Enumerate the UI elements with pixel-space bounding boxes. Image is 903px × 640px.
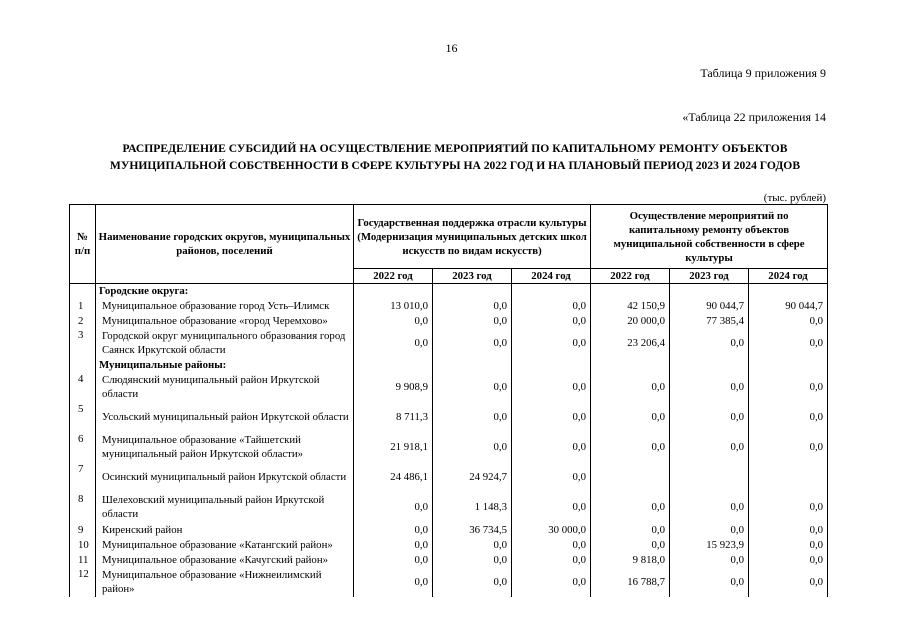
year-header: 2023 год — [670, 269, 749, 284]
section-label-districts: Муниципальные районы: — [96, 358, 354, 372]
col-header-number: № п/п — [70, 205, 96, 284]
table-row: 6 Муниципальное образование «Тайшетский муниципальный район Иркутской области» 21 918,1 0,0 0,0 0,0 0,0 0,0 — [70, 432, 828, 462]
table-row: 9 Киренский район 0,0 36 734,5 30 000,0 0,0 0,0 0,0 — [70, 522, 828, 537]
page-number: 16 — [445, 41, 458, 55]
table-reference-2: «Таблица 22 приложения 14 — [682, 110, 826, 124]
year-header: 2024 год — [512, 269, 591, 284]
table-row: 2 Муниципальное образование «город Черемхово» 0,0 0,0 0,0 20 000,0 77 385,4 0,0 — [70, 313, 828, 328]
document-title — [60, 140, 850, 174]
title-line-2: МУНИЦИПАЛЬНОЙ СОБСТВЕННОСТИ В СФЕРЕ КУЛЬТУРЫ НА 2022 ГОД И НА ПЛАНОВЫЙ ПЕРИОД 2023 И 2024 ГОДОВ — [109, 159, 801, 172]
col-group-capital-repair: Осуществление мероприятий по капитальному ремонту объектов муниципальной собственности в сфере культуры — [591, 205, 828, 269]
section-label-urban: Городские округа: — [96, 284, 354, 299]
table-row: 7 Осинский муниципальный район Иркутской области 24 486,1 24 924,7 0,0 — [70, 462, 828, 492]
table-row: 1 Муниципальное образование город Усть–Илимск 13 010,0 0,0 0,0 42 150,9 90 044,7 90 044,7 — [70, 298, 828, 313]
table-row: 8 Шелеховский муниципальный район Иркутской области 0,0 1 148,3 0,0 0,0 0,0 0,0 — [70, 492, 828, 522]
year-header: 2023 год — [433, 269, 512, 284]
col-group-culture-support: Государственная поддержка отрасли культуры (Модернизация муниципальных детских школ искусств по видам искусств) — [354, 205, 591, 269]
col-header-name: Наименование городских округов, муниципальных районов, поселений — [96, 205, 354, 284]
table-row: 11 Муниципальное образование «Качугский район» 0,0 0,0 0,0 9 818,0 0,0 0,0 — [70, 552, 828, 567]
title-line-1: РАСПРЕДЕЛЕНИЕ СУБСИДИЙ НА ОСУЩЕСТВЛЕНИЕ МЕРОПРИЯТИЙ ПО КАПИТАЛЬНОМУ РЕМОНТУ ОБЪЕКТОВ — [122, 142, 788, 155]
subsidy-table — [69, 204, 828, 597]
units-label: (тыс. рублей) — [763, 192, 826, 204]
year-header: 2024 год — [749, 269, 828, 284]
table-row: 12 Муниципальное образование «Нижнеилимский район» 0,0 0,0 0,0 16 788,7 0,0 0,0 — [70, 567, 828, 597]
table-row: 10 Муниципальное образование «Катангский район» 0,0 0,0 0,0 0,0 15 923,9 0,0 — [70, 537, 828, 552]
table-reference: Таблица 9 приложения 9 — [700, 66, 826, 80]
table-row: 4 Слюдянский муниципальный район Иркутской области 9 908,9 0,0 0,0 0,0 0,0 0,0 — [70, 372, 828, 402]
table-row: 3 Городской округ муниципального образования город Саянск Иркутской области 0,0 0,0 0,0 23 206,4 0,0 0,0 — [70, 328, 828, 358]
year-header: 2022 год — [591, 269, 670, 284]
table-row: 5 Усольский муниципальный район Иркутской области 8 711,3 0,0 0,0 0,0 0,0 0,0 — [70, 402, 828, 432]
year-header: 2022 год — [354, 269, 433, 284]
